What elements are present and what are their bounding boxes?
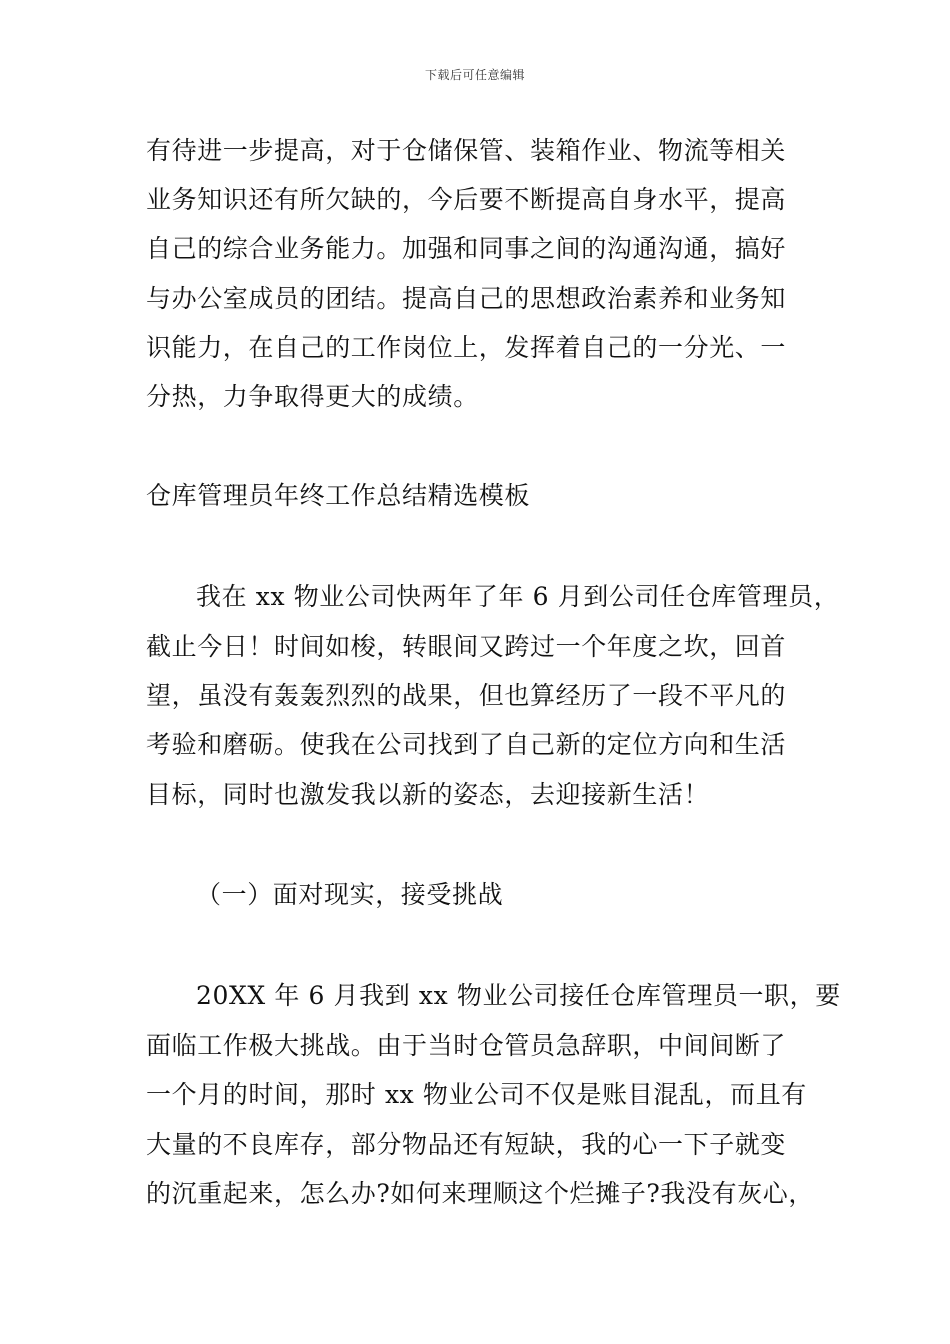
document-title: 仓库管理员年终工作总结精选模板: [146, 481, 531, 510]
paragraph-line: 面临工作极大挑战。由于当时仓管员急辞职，中间间断了: [146, 1031, 787, 1060]
paragraph-line: 20XX 年 6 月我到 xx 物业公司接任仓库管理员一职，要: [196, 981, 841, 1010]
paragraph-line: 自己的综合业务能力。加强和同事之间的沟通沟通，搞好: [146, 234, 787, 263]
paragraph-line: 目标，同时也激发我以新的姿态，去迎接新生活！: [146, 780, 710, 809]
paragraph-line: 有待进一步提高，对于仓储保管、装箱作业、物流等相关: [146, 136, 787, 165]
paragraph-line: 业务知识还有所欠缺的，今后要不断提高自身水平，提高: [146, 185, 787, 214]
paragraph-line: 我在 xx 物业公司快两年了年 6 月到公司任仓库管理员，: [196, 582, 840, 611]
paragraph-line: 考验和磨砺。使我在公司找到了自己新的定位方向和生活: [146, 730, 787, 759]
page-header: 下载后可任意编辑: [424, 68, 525, 82]
paragraph-line: 与办公室成员的团结。提高自己的思想政治素养和业务知: [146, 284, 787, 313]
section-heading: （一）面对现实，接受挑战: [196, 880, 504, 909]
paragraph-line: 一个月的时间，那时 xx 物业公司不仅是账目混乱，而且有: [146, 1080, 807, 1109]
paragraph-line: 望，虽没有轰轰烈烈的战果，但也算经历了一段不平凡的: [146, 681, 787, 710]
paragraph-line: 大量的不良库存，部分物品还有短缺，我的心一下子就变: [146, 1130, 787, 1159]
paragraph-line: 的沉重起来，怎么办?如何来理顺这个烂摊子?我没有灰心，: [146, 1179, 815, 1208]
paragraph-line: 识能力，在自己的工作岗位上，发挥着自己的一分光、一: [146, 333, 787, 362]
paragraph-line: 分热，力争取得更大的成绩。: [146, 382, 479, 411]
paragraph-line: 截止今日！时间如梭，转眼间又跨过一个年度之坎，回首: [146, 632, 787, 661]
